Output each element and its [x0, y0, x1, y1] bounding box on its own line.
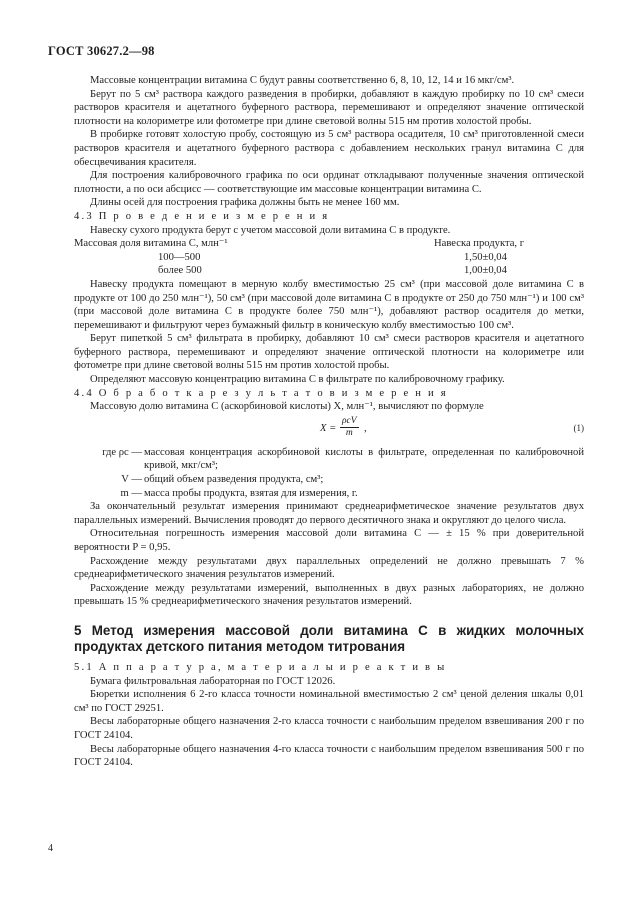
section-heading-4-3: 4.3 П р о в е д е н и е и з м е р е н и я: [74, 210, 330, 222]
paragraph: Относительная погрешность измерения массовой доли витамина С — ± 15 % при доверительной вероятности P = 0,95.: [74, 528, 584, 553]
definition-symbol: V —: [121, 474, 142, 486]
definition-text: массовая концентрация аскорбиновой кислоты в фильтрате, определенная по калибровочной кривой, мкг/см³;: [144, 446, 584, 472]
formula-lhs: X =: [320, 422, 337, 434]
table-cell-range: 100—500: [158, 251, 201, 263]
formula-denominator: m: [345, 427, 353, 438]
definition-item: [74, 487, 584, 501]
section-heading-5-1: 5.1 А п п а р а т у р а, м а т е р и а л ы и р е а к т и в ы: [74, 661, 447, 673]
paragraph: Определяют массовую концентрацию витамина С в фильтрате по калибровочному графику.: [90, 374, 505, 386]
document-header: ГОСТ 30627.2—98: [48, 44, 155, 58]
paragraph: За окончательный результат измерения принимают среднеарифметическое значение результатов двух параллельных измерений. Вычисления проводят до первого десятичного знака и округляют до целого числа.: [74, 501, 584, 526]
definition-symbol: где ρc —: [102, 446, 142, 458]
paragraph: Бюретки исполнения 6 2-го класса точности номинальной вместимостью 2 см³ ценой деления шкалы 0,01 см³ по ГОСТ 29251.: [74, 689, 584, 714]
table-row: [74, 264, 584, 278]
formula-number: (1): [573, 422, 584, 433]
paragraph: Массовую долю витамина С (аскорбиновой кислоты) X, млн⁻¹, вычисляют по формуле: [90, 401, 484, 413]
definition-symbol: m —: [120, 487, 142, 499]
table-header-row: [74, 237, 584, 251]
paragraph: Весы лабораторные общего назначения 4-го класса точности с наибольшим пределом взвешивания 500 г по ГОСТ 24104.: [74, 743, 584, 769]
table-cell-mass: 1,50±0,04: [464, 251, 507, 263]
definition-text: общий объем разведения продукта, см³;: [144, 474, 324, 486]
paragraph: Бумага фильтровальная лабораторная по ГОСТ 12026.: [90, 675, 336, 687]
section-heading-4-4: 4.4 О б р а б о т к а р е з у л ь т а т о в и з м е р е н и я: [74, 387, 448, 399]
paragraph: Навеску сухого продукта берут с учетом массовой доли витамина С в продукте.: [90, 224, 451, 236]
paragraph: Навеску продукта помещают в мерную колбу вместимостью 25 см³ (при массовой доле витамина С в продукте от 100 до 250 млн⁻¹), 50 см³ (при массовой доле витамина С в продукте от 250 до 750 млн⁻¹) и 100 см³ (при массовой доле витамина С в продукте более 750 млн⁻¹), добавляют раствор осадителя до метки, перемешивают и фильтруют через бумажный фильтр в коническую колбу вместимостью 100 см³.: [74, 278, 584, 331]
formula-fraction: [340, 416, 359, 439]
table-row: [74, 251, 584, 265]
paragraph: Весы лабораторные общего назначения 2-го класса точности с наибольшим пределом взвешивания 200 г по ГОСТ 24104.: [74, 716, 584, 741]
table-cell-range: более 500: [158, 265, 202, 277]
section-heading-5: 5 Метод измерения массовой доли витамина С в жидких молочных продуктах детского питания методом титрования: [74, 622, 584, 654]
formula-1: [74, 416, 584, 446]
paragraph: В пробирке готовят холостую пробу, состоящую из 5 см³ раствора осадителя, 10 см³ приготовленной смеси растворов красителя и ацетатного буферного раствора с добавлением нескольких гранул витамина С для обесцвечивания красителя.: [74, 129, 584, 168]
paragraph: Расхождение между результатами измерений, выполненных в двух разных лабораториях, не должно превышать 15 % среднеарифметического значения результатов измерений.: [74, 582, 584, 608]
formula-numerator: ρcV: [342, 415, 357, 426]
paragraph: Берут по 5 см³ раствора каждого разведения в пробирки, добавляют в каждую пробирку по 10 см³ смеси растворов красителя и ацетатного буферного раствора, перемешивают и определяют значение оптической плотности на колориметре или фотометре при длине световой волны 515 нм против холостой пробы.: [74, 88, 584, 127]
table-cell-mass: 1,00±0,04: [464, 265, 507, 277]
definition-text: масса пробы продукта, взятая для измерения, г.: [144, 487, 358, 499]
paragraph: Для построения калибровочного графика по оси ординат откладывают полученные значения оптической плотности, а по оси абсцисс — соответствующие им массовые концентрации витамина С.: [74, 170, 584, 195]
table-header-right: Навеска продукта, г: [434, 238, 525, 250]
definition-item: [74, 473, 584, 487]
paragraph: Расхождение между результатами двух параллельных определений не должно превышать 7 % среднеарифметического значения результатов измерений.: [74, 555, 584, 581]
paragraph: Длины осей для построения графика должны быть не менее 160 мм.: [90, 197, 400, 209]
paragraph: Массовые концентрации витамина С будут равны соответственно 6, 8, 10, 12, 14 и 16 мкг/см³.: [90, 75, 515, 86]
paragraph: Берут пипеткой 5 см³ фильтрата в пробирку, добавляют 10 см³ смеси растворов красителя и ацетатного буферного раствора, перемешивают и определяют значение оптической плотности на колориметре или фотометре при длине световой волны 515 нм против холостой пробы.: [74, 333, 584, 372]
formula-trail: ,: [364, 422, 367, 434]
table-header-left: Массовая доля витамина С, млн⁻¹: [74, 238, 228, 250]
document-body: [74, 74, 584, 770]
definition-item: [74, 446, 584, 473]
page-number: 4: [48, 843, 53, 854]
